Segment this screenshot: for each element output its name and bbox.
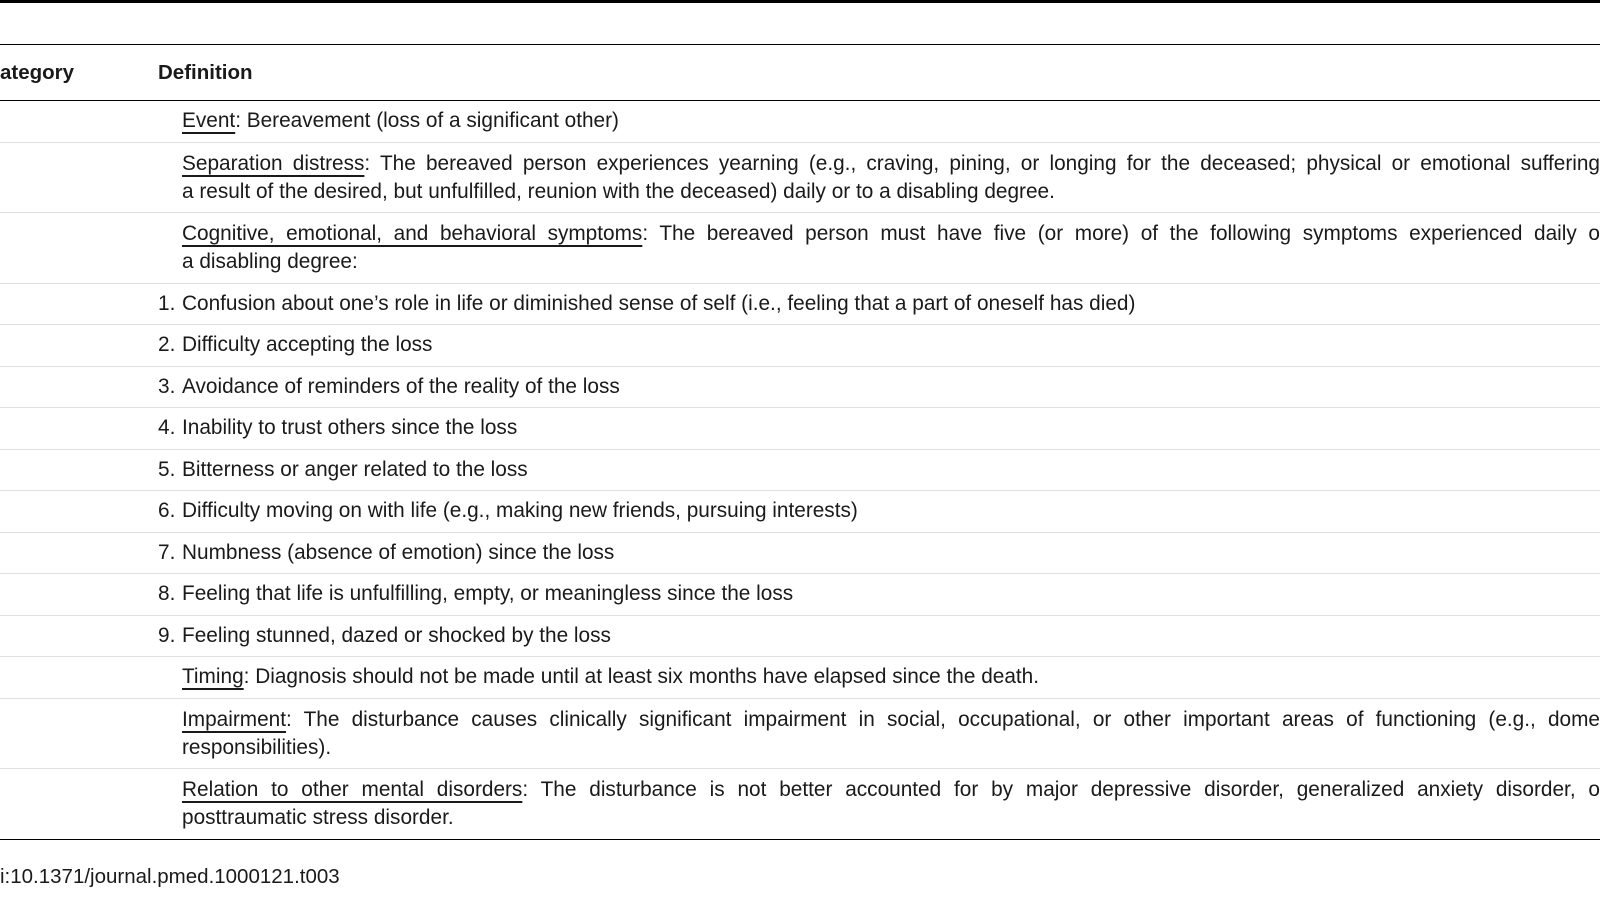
criterion-text: : The bereaved person experiences yearning (e.g., craving, pining, or longing for the deceased; physical or emotional suffering: [364, 151, 1600, 175]
table-row: [0, 408, 1600, 450]
symptom-text: Numbness (absence of emotion) since the loss: [182, 540, 615, 564]
symptom-number: 3.: [158, 374, 176, 398]
criterion-term: Separation distress: [182, 151, 365, 175]
criterion-term: Cognitive, emotional, and behavioral symptoms: [182, 222, 643, 245]
table-row: [0, 574, 1600, 616]
definition-cell-line-2: a disabling degree:: [182, 250, 358, 273]
table-doi: i:10.1371/journal.pmed.1000121.t003: [0, 865, 340, 888]
symptom-number: 1.: [158, 291, 176, 315]
criterion-text: : Bereavement (loss of a significant other): [235, 109, 619, 132]
symptom-number: 9.: [158, 623, 176, 647]
table-row: [0, 533, 1600, 575]
symptom-text: Inability to trust others since the loss: [182, 416, 518, 439]
symptom-number: 5.: [158, 457, 176, 481]
definition-cell-line-1: [182, 706, 1600, 734]
symptom-text: Bitterness or anger related to the loss: [182, 457, 528, 481]
definition-cell-line-2: responsibilities).: [182, 735, 332, 759]
table-row: [0, 284, 1600, 326]
definition-cell: [182, 101, 1600, 142]
criterion-text: : The bereaved person must have five (or more) of the following symptoms experienced daily o: [642, 222, 1600, 245]
symptom-text: Feeling that life is unfulfilling, empty, or meaningless since the loss: [182, 582, 794, 605]
table-row: [0, 450, 1600, 492]
table-header: [0, 45, 1600, 101]
symptom-number: 2.: [158, 333, 176, 356]
symptom-text: Difficulty moving on with life (e.g., making new friends, pursuing interests): [182, 499, 858, 522]
table-row: [0, 699, 1600, 770]
symptom-text: Avoidance of reminders of the reality of the loss: [182, 374, 620, 398]
table-row: [0, 657, 1600, 699]
definition-cell-line-2: a result of the desired, but unfulfilled, reunion with the deceased) daily or to a disabling degree.: [182, 179, 1055, 203]
symptom-number: 8.: [158, 582, 176, 605]
table-row: [0, 101, 1600, 143]
header-definition: Definition: [158, 61, 253, 84]
symptom-number: 4.: [158, 416, 176, 439]
criterion-term: Relation to other mental disorders: [182, 778, 523, 801]
table-row: [0, 325, 1600, 367]
table-row: [0, 491, 1600, 533]
definition-cell-line-1: [182, 776, 1600, 804]
table-row: [0, 213, 1600, 284]
table-row: [0, 143, 1600, 214]
criteria-table: [0, 44, 1600, 840]
symptom-number: 6.: [158, 499, 176, 522]
table-row: [0, 367, 1600, 409]
criterion-text: : Diagnosis should not be made until at least six months have elapsed since the death.: [243, 665, 1040, 688]
table-row: [0, 616, 1600, 658]
criterion-term: Impairment: [182, 707, 287, 731]
symptom-number: 7.: [158, 540, 176, 564]
header-category: ategory: [0, 61, 75, 84]
table-top-rule: [0, 0, 1600, 3]
symptom-text: Confusion about one’s role in life or diminished sense of self (i.e., feeling that a part of oneself has died): [182, 291, 1136, 315]
definition-cell-line-1: [182, 220, 1600, 248]
criterion-text: : The disturbance causes clinically significant impairment in social, occupational, or other important areas of functioning (e.g., dome: [286, 707, 1600, 731]
symptom-text: Feeling stunned, dazed or shocked by the loss: [182, 623, 611, 647]
definition-cell-line-1: [182, 150, 1600, 178]
table-row: [0, 769, 1600, 839]
criterion-term: Event: [182, 109, 236, 132]
criterion-term: Timing: [182, 665, 244, 688]
definition-cell: [182, 657, 1600, 698]
definition-cell-line-2: posttraumatic stress disorder.: [182, 806, 454, 829]
symptom-text: Difficulty accepting the loss: [182, 333, 433, 356]
criterion-text: : The disturbance is not better accounted for by major depressive disorder, generalized anxiety disorder, o: [522, 778, 1600, 801]
